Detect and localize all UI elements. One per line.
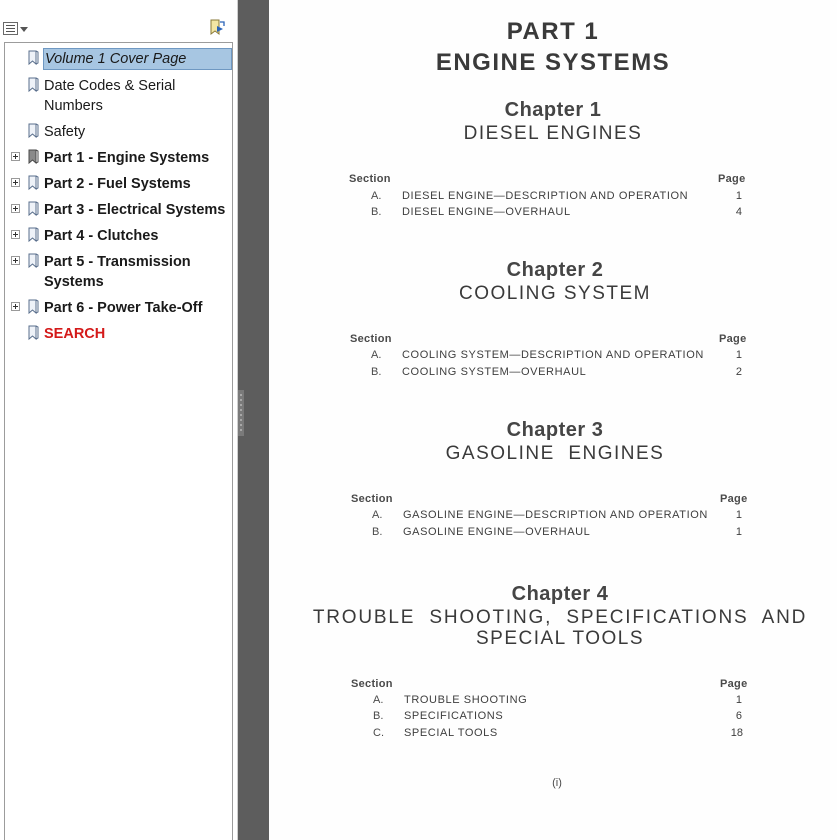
bookmark-label[interactable]: Part 2 - Fuel Systems [44,176,191,192]
chapter-heading: Chapter 2 [506,259,604,281]
bookmark-icon [27,77,39,93]
page-number: (i) [552,777,562,789]
toc-entry: GASOLINE ENGINE—OVERHAUL [403,526,591,538]
toc-letter: A. [371,190,382,202]
bookmark-icon [27,50,39,66]
bookmark-icon [27,123,39,139]
plus-expand-icon[interactable] [11,256,20,265]
toc-entry: COOLING SYSTEM—DESCRIPTION AND OPERATION [402,349,704,361]
bookmarks-panel [0,0,238,840]
bookmark-label[interactable]: Part 1 - Engine Systems [44,150,210,166]
plus-expand-icon[interactable] [11,302,20,311]
toc-entry: TROUBLE SHOOTING [404,694,528,706]
bookmark-label-line2[interactable]: Numbers [44,98,103,114]
toc-page: 1 [735,190,742,202]
toc-page: 1 [735,509,742,521]
page-header: Page [720,678,748,690]
part-title: PART 1 [506,18,600,45]
toc-letter: B. [373,710,384,722]
bookmark-label-line2[interactable]: Systems [44,274,104,290]
part-subtitle: ENGINE SYSTEMS [435,49,671,76]
panel-splitter[interactable] [238,0,269,840]
bookmark-options-icon [3,22,18,35]
page-header: Page [718,173,746,185]
bookmark-label[interactable]: Part 5 - Transmission [44,254,191,270]
toc-page: 2 [735,366,742,378]
toc-entry: SPECIFICATIONS [404,710,504,722]
toc-page: 1 [735,526,742,538]
plus-expand-icon[interactable] [11,178,20,187]
section-header: Section [350,333,392,345]
toc-entry: DIESEL ENGINE—DESCRIPTION AND OPERATION [402,190,689,202]
toc-entry: GASOLINE ENGINE—DESCRIPTION AND OPERATION [403,509,708,521]
bookmark-label[interactable]: SEARCH [44,326,106,342]
chapter-heading: Chapter 1 [504,99,602,121]
bookmark-icon [27,227,39,243]
toc-letter: A. [372,509,383,521]
chapter-heading: Chapter 4 [511,583,609,605]
document-page [269,0,837,840]
toc-entry: DIESEL ENGINE—OVERHAUL [402,206,571,218]
toc-letter: C. [373,727,384,739]
bookmark-icon [27,253,39,269]
toc-letter: A. [373,694,384,706]
bookmark-icon [27,201,39,217]
plus-expand-icon[interactable] [11,230,20,239]
bookmark-icon [27,149,39,165]
toc-page: 6 [735,710,742,722]
bookmark-tree [4,42,233,840]
page-header: Page [719,333,747,345]
bookmark-icon [27,299,39,315]
bookmarks-toolbar [0,0,238,42]
plus-expand-icon[interactable] [11,204,20,213]
toc-page: 1 [735,349,742,361]
bookmark-label[interactable]: Part 6 - Power Take-Off [44,300,203,316]
section-header: Section [349,173,391,185]
toc-page: 4 [735,206,742,218]
toc-letter: B. [371,206,382,218]
expand-bookmark-button[interactable] [207,19,227,37]
toc-page: 1 [735,694,742,706]
bookmark-label[interactable]: Part 3 - Electrical Systems [44,202,226,218]
chevron-down-icon [20,27,28,32]
toc-entry: SPECIAL TOOLS [404,727,498,739]
chapter-name: TROUBLE SHOOTING, SPECIFICATIONS AND [312,607,808,628]
plus-expand-icon[interactable] [11,152,20,161]
toc-letter: B. [371,366,382,378]
bookmark-label[interactable]: Date Codes & Serial [44,78,176,94]
chapter-name: GASOLINE ENGINES [445,443,665,464]
resize-grip-icon[interactable] [238,390,244,436]
bookmark-icon [27,325,39,341]
bookmark-label[interactable]: Safety [44,124,86,140]
toc-letter: B. [372,526,383,538]
bookmark-label[interactable]: Part 4 - Clutches [44,228,159,244]
bookmark-label[interactable]: Volume 1 Cover Page [43,48,232,70]
chapter-heading: Chapter 3 [506,419,604,441]
toc-page: 18 [730,727,743,739]
chapter-name: COOLING SYSTEM [458,283,652,304]
toc-letter: A. [371,349,382,361]
bookmark-options-button[interactable] [3,21,29,37]
section-header: Section [351,493,393,505]
chapter-name-line2: SPECIAL TOOLS [475,628,645,649]
chapter-name: DIESEL ENGINES [463,123,643,144]
toc-entry: COOLING SYSTEM—OVERHAUL [402,366,587,378]
expand-bookmark-icon [207,19,227,37]
page-header: Page [720,493,748,505]
section-header: Section [351,678,393,690]
bookmark-icon [27,175,39,191]
